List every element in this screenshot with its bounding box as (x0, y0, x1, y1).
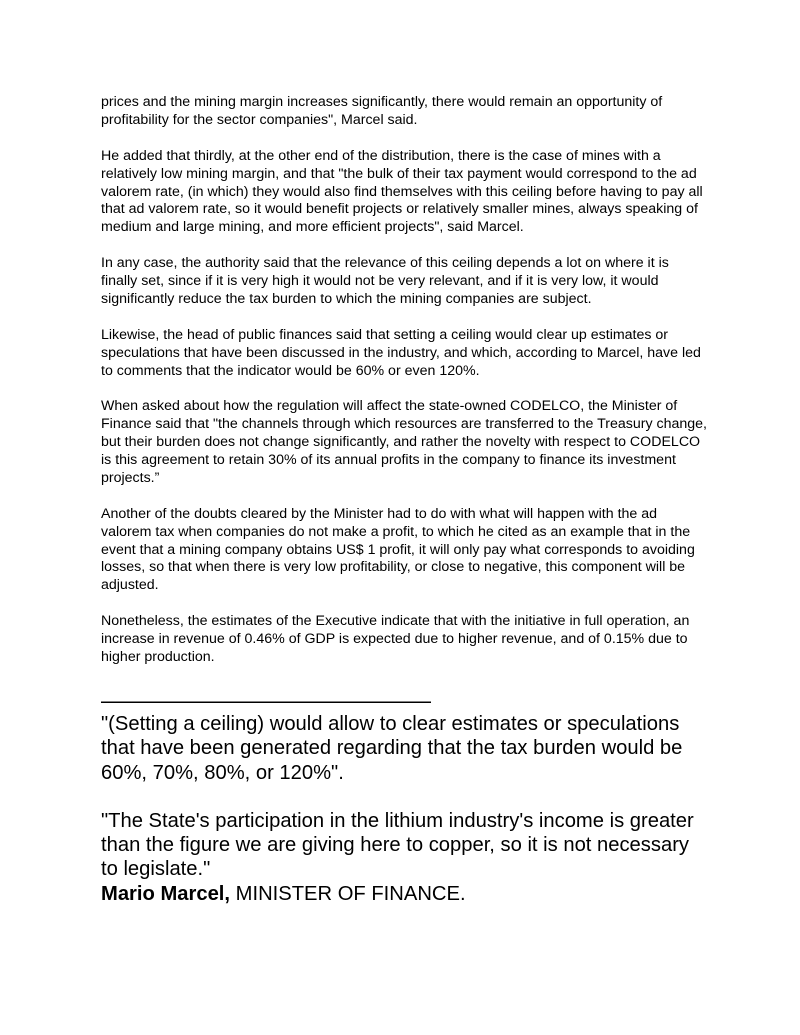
quote-spacer (101, 785, 707, 809)
divider-rule: ——————————————— (101, 687, 431, 713)
pull-quote-1: "(Setting a ceiling) would allow to clear estimates or speculations that have been generated regarding that the tax burden would be 60%, 70%, 80%, or 120%". (101, 712, 683, 784)
article-paragraph: Nonetheless, the estimates of the Executive indicate that with the initiative in full operation, an increase in revenue of 0.46% of GDP is expected due to higher revenue, and of 0.15% due to higher production. (101, 613, 690, 665)
article-body (101, 94, 707, 667)
speaker-title: MINISTER OF FINANCE. (230, 882, 466, 905)
article-paragraph: Another of the doubts cleared by the Minister had to do with what will happen with the ad valorem tax when companies do not make a profit, to which he cited as an example that in the event that a mining company obtains US$ 1 profit, it will only pay what corresponds to avoiding losses, so that when there is very low profitability, or close to negative, this component will be adjusted. (101, 505, 695, 594)
article-paragraph: In any case, the authority said that the relevance of this ceiling depends a lot on where it is finally set, since if it is very high it would not be very relevant, and if it is very low, it would significantly reduce the tax burden to which the mining companies are subject. (101, 255, 669, 307)
pull-quote-2: "The State's participation in the lithium industry's income is greater than the figure we are giving here to copper, so it is not necessary to legislate." (101, 809, 694, 881)
document-page (101, 94, 707, 906)
speaker-name: Mario Marcel, (101, 882, 231, 905)
article-paragraph: He added that thirdly, at the other end of the distribution, there is the case of mines with a relatively low mining margin, and that "the bulk of their tax payment would correspond to the ad valorem rate, (in which) they would also find themselves with this ceiling before having to pay all that ad valorem rate, so it would benefit projects or relatively smaller mines, always speaking of medium and large mining, and more efficient projects", said Marcel. (101, 147, 703, 236)
article-paragraph: When asked about how the regulation will affect the state-owned CODELCO, the Minister of Finance said that "the channels through which resources are transferred to the Treasury change, but their burden does not change significantly, and rather the novelty with respect to CODELCO is this agreement to retain 30% of its annual profits in the company to finance its investment projects.” (101, 398, 707, 486)
article-paragraph: Likewise, the head of public finances said that setting a ceiling would clear up estimates or speculations that have been discussed in the industry, and which, according to Marcel, have led to comments that the indicator would be 60% or even 120%. (101, 326, 701, 379)
pull-quote-box (101, 687, 707, 906)
quote-attribution (101, 882, 707, 906)
article-paragraph: prices and the mining margin increases significantly, there would remain an opportunity of profitability for the sector companies", Marcel said. (101, 94, 663, 128)
